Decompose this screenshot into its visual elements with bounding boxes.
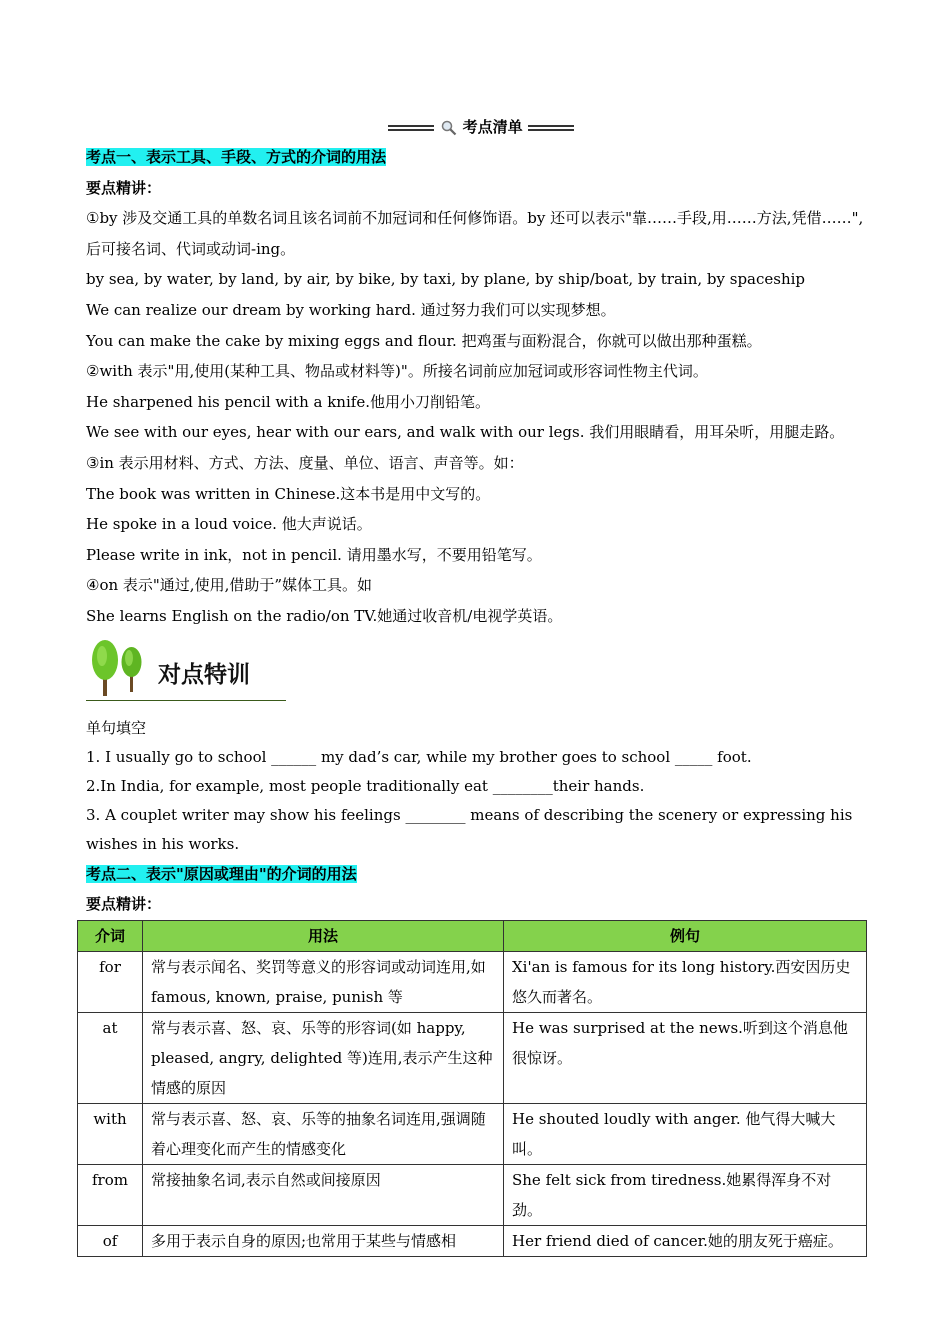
by-example-2: You can make the cake by mixing eggs and flour. 把鸡蛋与面粉混合，你就可以做出那种蛋糕。 — [86, 331, 762, 350]
table-cell-example: He was surprised at the news.听到这个消息他很惊讶。 — [504, 1012, 867, 1103]
table-row — [78, 1164, 867, 1225]
section2-subheading: 要点精讲： — [86, 895, 162, 914]
table-row — [78, 951, 867, 1012]
table-header-example: 例句 — [504, 920, 867, 951]
section2-heading-row — [86, 859, 876, 890]
section1-heading: 考点一、表示工具、手段、方式的介词的用法 — [86, 148, 387, 166]
magnifier-icon — [441, 120, 457, 136]
table-cell-usage: 常接抽象名词,表示自然或间接原因 — [143, 1164, 504, 1225]
title-left-rule — [388, 125, 434, 131]
table-cell-example: He shouted loudly with anger. 他气得大喊大叫。 — [504, 1103, 867, 1164]
with-example-2: We see with our eyes, hear with our ears, and walk with our legs. 我们用眼睛看，用耳朵听，用腿走路。 — [86, 423, 845, 442]
section1-heading-row — [86, 142, 876, 173]
table-row — [78, 1012, 867, 1103]
preposition-reason-table — [77, 920, 867, 1257]
document-page — [86, 112, 876, 1257]
in-example-2: He spoke in a loud voice. 他大声说话。 — [86, 515, 372, 534]
table-cell-example: Her friend died of cancer.她的朋友死于癌症。 — [504, 1225, 867, 1256]
with-example-1: He sharpened his pencil with a knife.他用小刀削铅笔。 — [86, 392, 490, 411]
on-usage-text: ④on 表示"通过,使用,借助于”媒体工具。如 — [86, 576, 373, 595]
table-cell-preposition: at — [78, 1012, 143, 1103]
table-header-usage: 用法 — [143, 920, 504, 951]
section2-heading: 考点二、表示"原因或理由"的介词的用法 — [86, 864, 357, 883]
banner-underline — [86, 700, 286, 701]
table-cell-example: She felt sick from tiredness.她累得浑身不对劲。 — [504, 1164, 867, 1225]
by-examples-list: by sea, by water, by land, by air, by bike, by taxi, by plane, by ship/boat, by train, by spaceship — [86, 270, 806, 289]
table-header-row — [78, 920, 867, 951]
in-example-3: Please write in ink，not in pencil. 请用墨水写，不要用铅笔写。 — [86, 545, 542, 564]
trees-icon — [86, 636, 150, 700]
table-header-preposition: 介词 — [78, 920, 143, 951]
table-cell-usage: 常与表示喜、怒、哀、乐等的形容词(如 happy, pleased, angry, delighted 等)连用,表示产生这种情感的原因 — [143, 1012, 504, 1103]
by-example-1: We can realize our dream by working hard. 通过努力我们可以实现梦想。 — [86, 300, 616, 319]
table-cell-usage: 常与表示喜、怒、哀、乐等的抽象名词连用,强调随着心理变化而产生的情感变化 — [143, 1103, 504, 1164]
table-cell-preposition: for — [78, 951, 143, 1012]
table-cell-preposition: with — [78, 1103, 143, 1164]
section-title-row — [86, 112, 876, 142]
in-example-1: The book was written in Chinese.这本书是用中文写的。 — [86, 484, 491, 503]
table-cell-usage: 多用于表示自身的原因;也常用于某些与情感相 — [143, 1225, 504, 1256]
in-usage-text: ③in 表示用材料、方式、方法、度量、单位、语言、声音等。如： — [86, 453, 524, 472]
exercise-type: 单句填空 — [86, 718, 147, 737]
on-example-1: She learns English on the radio/on TV.她通过收音机/电视学英语。 — [86, 606, 563, 625]
training-banner — [86, 636, 876, 714]
table-row — [78, 1225, 867, 1256]
by-usage-text: ①by 涉及交通工具的单数名词且该名词前不加冠词和任何修饰语。by 还可以表示"靠……手段,用……方法,凭借……",后可接名词、代词或动词-ing。 — [86, 209, 864, 258]
table-cell-example: Xi'an is famous for its long history.西安因历史悠久而著名。 — [504, 951, 867, 1012]
section1-subheading: 要点精讲： — [86, 178, 162, 197]
table-cell-usage: 常与表示闻名、奖罚等意义的形容词或动词连用,如 famous, known, praise, punish 等 — [143, 951, 504, 1012]
page-title: 考点清单 — [462, 118, 523, 136]
with-usage-text: ②with 表示"用,使用(某种工具、物品或材料等)"。所接名词前应加冠词或形容词性物主代词。 — [86, 362, 708, 381]
exercise-question-2: 2.In India, for example, most people traditionally eat ________their hands. — [86, 776, 645, 795]
exercise-question-3: 3. A couplet writer may show his feelings ________ means of describing the scenery or expressing his wishes in his works. — [86, 805, 853, 853]
table-cell-preposition: of — [78, 1225, 143, 1256]
table-row — [78, 1103, 867, 1164]
exercise-question-1: 1. I usually go to school ______ my dad’s car, while my brother goes to school _____ foot. — [86, 747, 752, 766]
training-banner-title: 对点特训 — [158, 661, 250, 688]
table-cell-preposition: from — [78, 1164, 143, 1225]
title-right-rule — [528, 125, 574, 131]
